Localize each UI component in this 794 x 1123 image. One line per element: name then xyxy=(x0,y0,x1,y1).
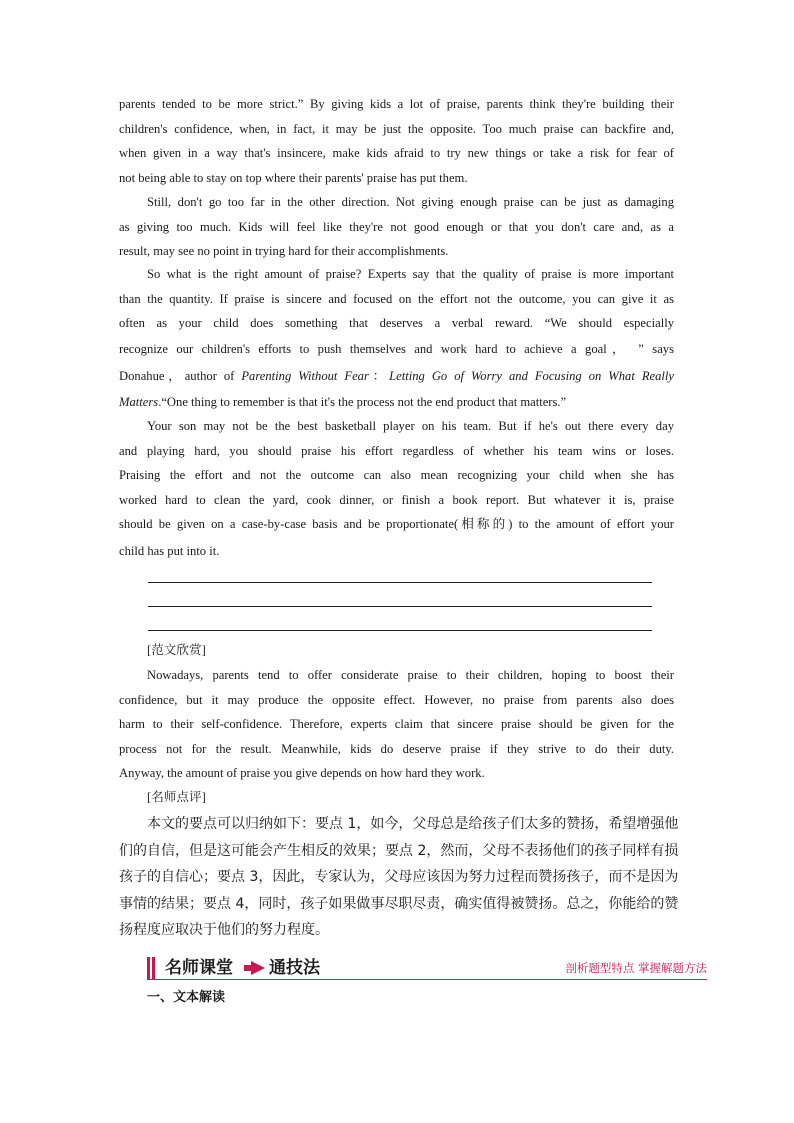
author-text: Donahue，author of xyxy=(119,368,242,383)
text-line: 孩子的自信心；要点 3，因此，专家认为，父母应该因为努力过程而赞扬孩子，而不是因为 xyxy=(119,869,679,886)
text-line: when given in a way that's insincere, make kids afraid to try new things or take a risk for fear of xyxy=(119,146,674,161)
arrow-right-icon xyxy=(251,961,265,975)
text-line: and playing hard, you should praise his effort regardless of whether his team wins or loses. xyxy=(119,443,674,458)
book-subtitle-end: Matters xyxy=(119,394,159,409)
text-line: as giving too much. Kids will feel like they're not good enough or that you don't care and, as a xyxy=(119,219,674,234)
section-banner xyxy=(147,956,707,980)
answer-line xyxy=(148,630,652,631)
passage-paragraph-1 xyxy=(119,92,674,190)
answer-line xyxy=(148,606,652,607)
banner-underline xyxy=(147,979,707,980)
passage-paragraph-4 xyxy=(119,414,674,565)
text-line: not being able to stay on top where their parents' praise has put them. xyxy=(119,170,468,185)
section-heading: 一、文本解读 xyxy=(147,990,226,1005)
text-line: So what is the right amount of praise? Experts say that the quality of praise is more important xyxy=(147,267,674,281)
book-subtitle: Letting Go of Worry and Focusing on What Really xyxy=(389,368,674,383)
banner-subtitle: 剖析题型特点 掌握解题方法 xyxy=(565,961,707,975)
text-line: 们的自信，但是这可能会产生相反的效果；要点 2，然而，父母不表扬他们的孩子同样有损 xyxy=(119,842,679,859)
text-line: Your son may not be the best basketball player on his team. But if he's out there every day xyxy=(147,419,674,433)
text-line: child has put into it. xyxy=(119,543,220,558)
text-line: process not for the result. Meanwhile, kids do deserve praise if they strive to do their duty. xyxy=(119,741,674,756)
text-line: result, may see no point in trying hard for their accomplishments. xyxy=(119,244,449,259)
text-line: children's confidence, when, in fact, it may be just the opposite. Too much praise can backfire and, xyxy=(119,121,674,136)
answer-line xyxy=(148,582,652,583)
banner-title-left: 名师课堂 xyxy=(165,958,233,978)
text-line: recognize our children's efforts to push themselves and work hard to achieve a goal， ” says xyxy=(119,341,674,356)
text-line: 扬程度应取决于他们的努力程度。 xyxy=(119,922,329,939)
text-line xyxy=(119,390,674,415)
text-line: harm to their self-confidence. Therefore, experts claim that sincere praise should be given for the xyxy=(119,717,674,732)
passage-paragraph-2 xyxy=(119,190,674,264)
text-line: Still, don't go too far in the other direction. Not giving enough praise can be just as damaging xyxy=(147,195,674,209)
model-essay-label: [范文欣赏] xyxy=(147,643,206,657)
banner-title-right: 通技法 xyxy=(269,958,320,978)
banner-bars-icon xyxy=(147,957,159,979)
text-line: than the quantity. If praise is sincere and focused on the effort not the outcome, you can give it as xyxy=(119,291,674,306)
model-essay xyxy=(119,663,674,786)
teacher-comment-label: [名师点评] xyxy=(147,790,206,804)
text-line: confidence, but it may produce the opposite effect. However, no praise from parents also does xyxy=(119,692,674,707)
text-line: should be given on a case-by-case basis and be proportionate(相称的) to the amount of effort your xyxy=(119,517,674,532)
passage-paragraph-3 xyxy=(119,262,674,414)
book-title: Parenting Without Fear xyxy=(241,368,369,383)
text-line: Anyway, the amount of praise you give depends on how hard they work. xyxy=(119,766,485,781)
text-line: 本文的要点可以归纳如下：要点 1，如今，父母总是给孩子们太多的赞扬，希望增强他 xyxy=(147,816,679,832)
quote-text: .“One thing to remember is that it's the process not the end product that matters.” xyxy=(158,394,567,409)
text-line: 事情的结果；要点 4，同时，孩子如果做事尽职尽责，确实值得被赞扬。总之，你能给的赞 xyxy=(119,895,679,912)
colon: ： xyxy=(368,368,390,383)
text-line: often as your child does something that deserves a verbal reward. “We should especially xyxy=(119,316,674,331)
text-line: Nowadays, parents tend to offer considerate praise to their children, hoping to boost their xyxy=(147,668,674,682)
citation-line xyxy=(119,363,674,390)
text-line: worked hard to clean the yard, cook dinner, or finish a book report. But whatever it is, praise xyxy=(119,492,674,507)
text-line: Praising the effort and not the outcome can also mean recognizing your child when she has xyxy=(119,468,674,483)
teacher-comment xyxy=(119,811,679,944)
text-line: parents tended to be more strict.” By giving kids a lot of praise, parents think they're building their xyxy=(119,97,674,111)
